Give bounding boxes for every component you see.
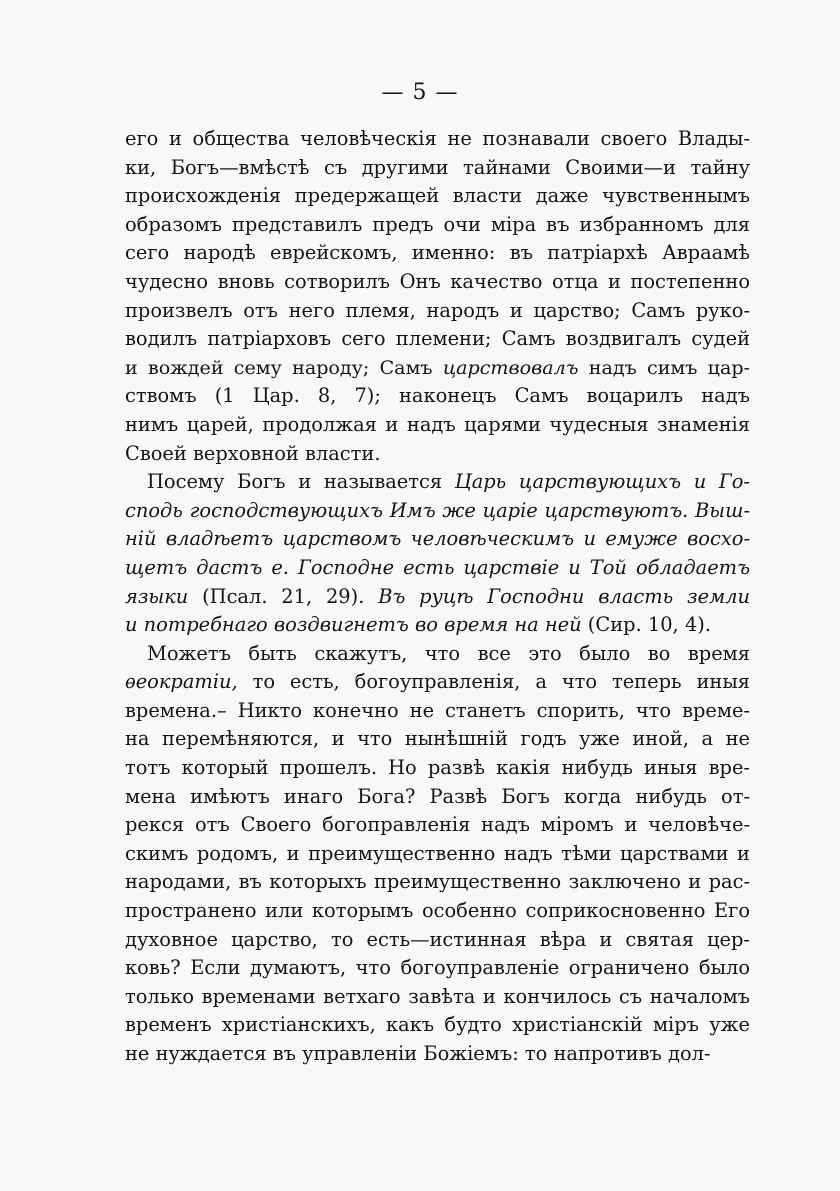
text-line xyxy=(125,211,750,240)
text: народами, въ которыхъ преимущественно заключено и рас- xyxy=(125,870,750,894)
text-line xyxy=(125,554,750,583)
text: не нуждается въ управленіи Божіемъ: то напротивъ дол- xyxy=(125,1042,711,1065)
text-line xyxy=(125,239,750,268)
text-line xyxy=(125,411,750,440)
text-line xyxy=(125,583,750,612)
text-line xyxy=(125,926,750,955)
text: водилъ патріарховъ сего племени; Самъ воздвигалъ судей xyxy=(125,327,750,351)
text-line xyxy=(125,497,750,526)
text-line xyxy=(125,811,750,840)
text-line xyxy=(125,783,750,812)
text: Своей верховной власти. xyxy=(125,441,381,465)
text-line xyxy=(125,983,750,1012)
text: тотъ который прошелъ. Но развѣ какія нибудь иныя вре- xyxy=(125,756,750,780)
italic-text: ній владѣетъ царствомъ человѣческимъ и емуже восхо- xyxy=(125,527,750,551)
text-line xyxy=(125,354,750,383)
page-number: — 5 — xyxy=(381,80,459,105)
text: его и общества человѣческія не познавали своего Влады- xyxy=(125,127,750,150)
text: (Сир. 10, 4). xyxy=(581,613,711,637)
body-text xyxy=(125,125,750,1069)
text: духовное царство, то есть—истинная вѣра и святая цер- xyxy=(125,927,750,951)
text: происхожденія предержащей власти даже чувственнымъ xyxy=(125,184,750,208)
italic-text: языки xyxy=(125,584,189,608)
text-line xyxy=(125,640,750,669)
text: пространено или которымъ особенно соприкосновенно Его xyxy=(125,899,750,923)
text-line xyxy=(125,468,750,497)
text-line xyxy=(125,840,750,869)
text: ки, Богъ—вмѣстѣ съ другими тайнами Своими—и тайну xyxy=(125,155,750,179)
text-line xyxy=(125,611,750,640)
italic-text: и потребнаго воздвигнетъ во время на ней xyxy=(125,613,582,637)
text: рекся отъ Своего богоправленія надъ міромъ и человѣче- xyxy=(125,813,750,837)
italic-text: ѳеократіи, xyxy=(125,670,238,694)
italic-text: сподь господствующихъ Имъ же царіе царствуютъ. Выш- xyxy=(125,498,750,522)
text-line xyxy=(125,897,750,926)
text: то есть, богоуправленія, а что теперь иныя xyxy=(237,670,750,694)
text: нимъ царей, продолжая и надъ царями чудесныя знаменія xyxy=(125,412,750,436)
text: (Псал. 21, 29). xyxy=(188,584,379,608)
text-line xyxy=(125,754,750,783)
italic-text: щетъ дастъ е. Господне есть царствіе и Той обладаетъ xyxy=(125,555,750,579)
text-line xyxy=(125,868,750,897)
italic-text: царствовалъ xyxy=(442,355,579,379)
text: образомъ представилъ предъ очи міра въ избранномъ для xyxy=(125,212,750,236)
text: надъ симъ цар- xyxy=(578,355,750,379)
text: ствомъ (1 Цар. 8, 7); наконецъ Самъ воцарилъ надъ xyxy=(125,384,750,408)
text-line xyxy=(125,440,750,469)
text: ковь? Если думаютъ, что богоуправленіе ограничено было xyxy=(125,956,750,980)
text: только временами ветхаго завѣта и кончилось съ началомъ xyxy=(125,984,750,1008)
text: на перемѣняются, и что нынѣшній годъ уже иной, а не xyxy=(125,727,750,751)
text-line xyxy=(125,954,750,983)
text-line xyxy=(125,297,750,326)
italic-text: Царь царствующихъ и Го- xyxy=(454,470,750,494)
text-line xyxy=(125,1011,750,1040)
text-line xyxy=(125,325,750,354)
text-line xyxy=(125,125,750,154)
text: Посему Богъ и называется xyxy=(147,470,455,494)
text-line xyxy=(125,382,750,411)
text-line xyxy=(125,668,750,697)
text-line xyxy=(125,525,750,554)
text-line xyxy=(125,154,750,183)
text: Можетъ быть скажутъ, что все это было во время xyxy=(147,641,750,665)
text: мена имѣютъ инаго Бога? Развѣ Богъ когда нибудь от- xyxy=(125,784,750,808)
paragraph xyxy=(125,468,750,640)
text: временъ христіанскихъ, какъ будто христіанскій міръ уже xyxy=(125,1013,750,1037)
paragraph xyxy=(125,125,750,468)
paragraph xyxy=(125,640,750,1069)
text-line xyxy=(125,182,750,211)
text-line xyxy=(125,697,750,726)
text: чудесно вновь сотворилъ Онъ качество отца и постепенно xyxy=(125,269,750,293)
text-line xyxy=(125,725,750,754)
text-line xyxy=(125,1040,750,1069)
text: сего народѣ еврейскомъ, именно: въ патріархѣ Авраамѣ xyxy=(125,241,750,265)
text: времена.– Никто конечно не станетъ спорить, что време- xyxy=(125,698,750,722)
italic-text: Въ руцѣ Господни власть земли xyxy=(378,584,750,608)
text: произвелъ отъ него племя, народъ и царство; Самъ руко- xyxy=(125,298,750,322)
text: и вождей сему народу; Самъ xyxy=(125,355,443,379)
text: скимъ родомъ, и преимущественно надъ тѣми царствами и xyxy=(125,841,750,865)
text-line xyxy=(125,268,750,297)
